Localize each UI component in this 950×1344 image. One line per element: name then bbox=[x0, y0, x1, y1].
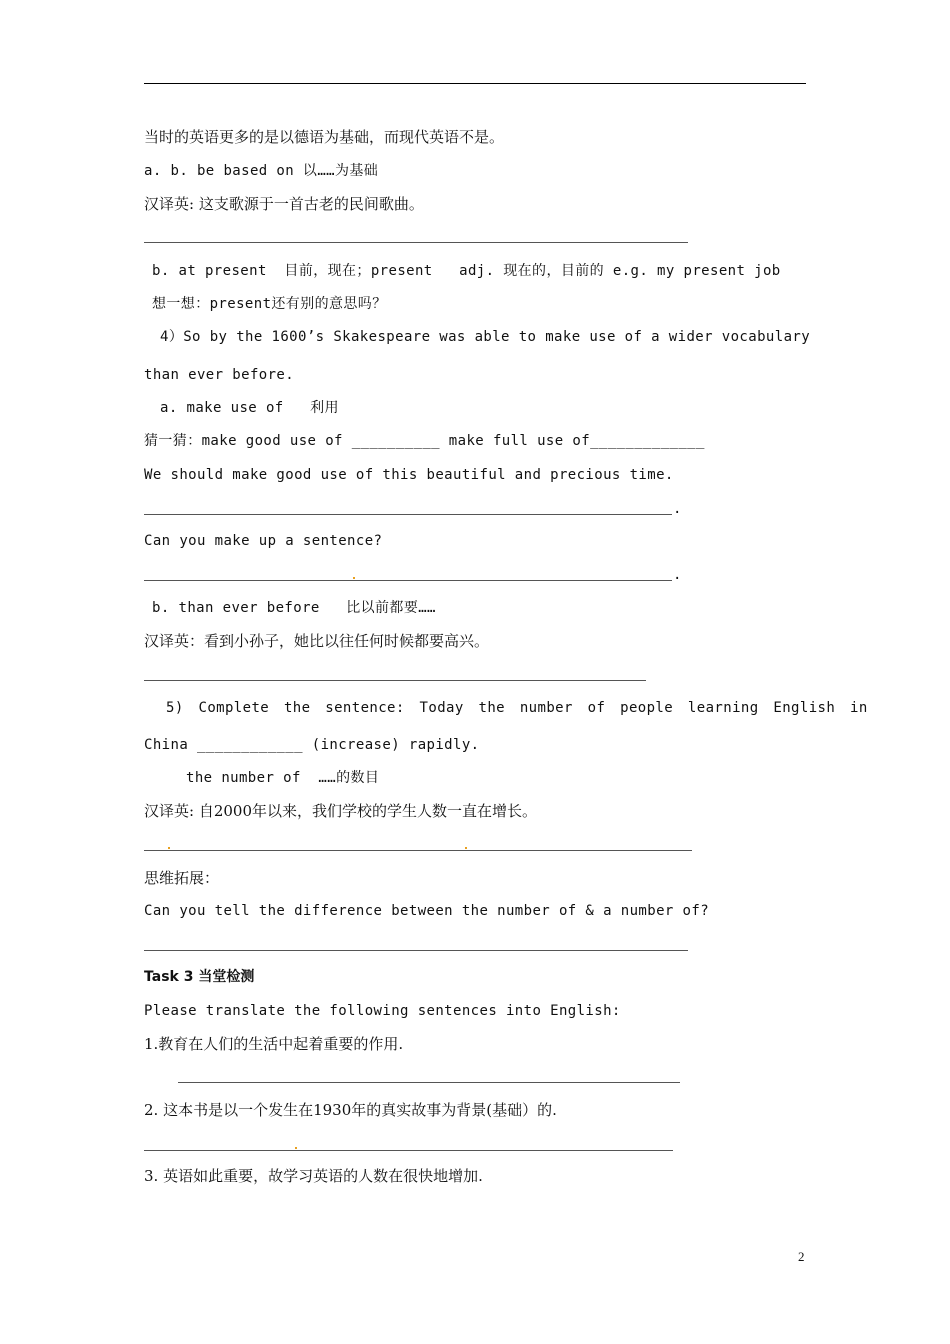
answer-blank[interactable] bbox=[144, 680, 646, 681]
text-line: Please translate the following sentences into English: bbox=[144, 1003, 621, 1019]
edit-mark bbox=[465, 847, 467, 849]
answer-blank[interactable] bbox=[144, 950, 688, 951]
text-line: Can you tell the difference between the number of & a number of? bbox=[144, 903, 710, 919]
answer-blank[interactable] bbox=[144, 242, 688, 243]
answer-blank[interactable] bbox=[144, 580, 672, 581]
text-line: 1.教育在人们的生活中起着重要的作用. bbox=[144, 1035, 404, 1053]
text-line: We should make good use of this beautiful and precious time. bbox=[144, 467, 674, 483]
text-line: China ____________ (increase) rapidly. bbox=[144, 737, 480, 753]
section-heading: Task 3 当堂检测 bbox=[144, 969, 255, 985]
answer-blank[interactable] bbox=[144, 850, 692, 851]
text-line: a. make use of 利用 bbox=[160, 400, 339, 416]
text-line: 汉译英: 自2000年以来，我们学校的学生人数一直在增长。 bbox=[144, 802, 537, 820]
answer-blank[interactable] bbox=[144, 1150, 673, 1151]
text-line: 3. 英语如此重要，故学习英语的人数在很快地增加. bbox=[144, 1167, 483, 1185]
header-rule bbox=[144, 83, 806, 84]
text-line: 思维拓展： bbox=[144, 869, 220, 887]
text-line: 猜一猜：make good use of __________ make full use of_____________ bbox=[144, 433, 705, 449]
text-line: 2. 这本书是以一个发生在1930年的真实故事为背景(基础）的. bbox=[144, 1101, 557, 1119]
edit-mark bbox=[168, 847, 170, 849]
text-line: 想一想：present还有别的意思吗？ bbox=[152, 296, 387, 312]
text-line: 当时的英语更多的是以德语为基础，而现代英语不是。 bbox=[144, 128, 505, 146]
text-line: b. at present 目前，现在；present adj. 现在的，目前的 e.g. my present job bbox=[152, 263, 781, 279]
text-line: b. than ever before 比以前都要…… bbox=[152, 600, 436, 616]
text-line: a. b. be based on 以……为基础 bbox=[144, 163, 379, 179]
text-line: the number of ……的数目 bbox=[186, 770, 380, 786]
text-line: 4）So by the 1600’s Skakespeare was able to make use of a wider vocabulary bbox=[160, 329, 811, 345]
text-line: 汉译英：看到小孙子，她比以往任何时候都要高兴。 bbox=[144, 632, 490, 650]
text-line: than ever before. bbox=[144, 367, 295, 383]
edit-mark bbox=[353, 577, 355, 579]
page-number: 2 bbox=[798, 1249, 805, 1264]
text-line: 5) Complete the sentence: Today the number of people learning English in bbox=[166, 700, 868, 716]
edit-mark bbox=[295, 1147, 297, 1149]
answer-blank[interactable] bbox=[178, 1082, 680, 1083]
period-mark: . bbox=[673, 501, 682, 517]
period-mark: . bbox=[673, 567, 682, 583]
answer-blank[interactable] bbox=[144, 514, 672, 515]
text-line: 汉译英: 这支歌源于一首古老的民间歌曲。 bbox=[144, 195, 424, 213]
text-line: Can you make up a sentence? bbox=[144, 533, 383, 549]
